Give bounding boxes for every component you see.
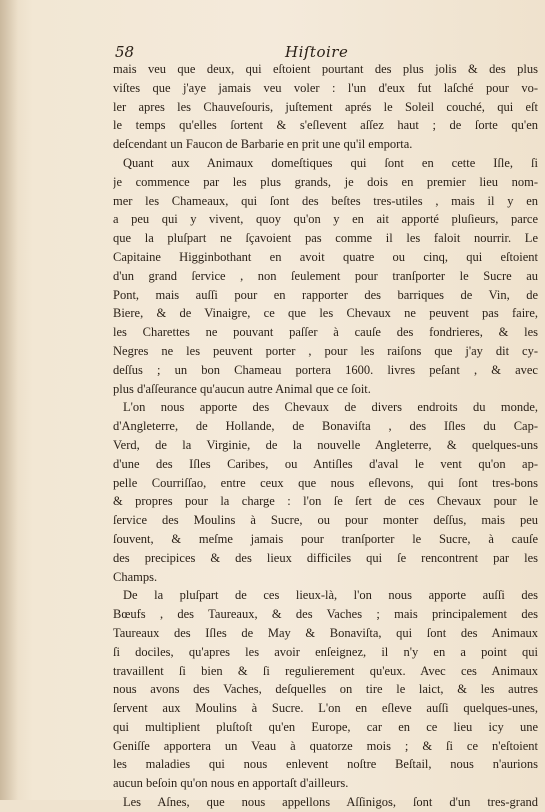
- body-text: [113, 60, 538, 812]
- text-line: ler apres les Chauveſouris, juſtement aprés le Soleil couché, qui eſt: [113, 99, 538, 114]
- text-line: les Charettes ne pouvant paſſer à cauſe des fondrieres, & les: [113, 325, 538, 340]
- page-gutter-shadow: [0, 0, 18, 800]
- text-line: Taureaux des Iſles de May & Bonaviſta, qui ſont des Animaux: [113, 625, 538, 640]
- text-line: que la pluſpart ne ſçavoient pas comme il les faloit nourrir. Le: [113, 231, 538, 246]
- text-line: deſſus ; un bon Chameau portera 1600. livres peſant , & avec: [113, 362, 538, 377]
- text-line: le temps qu'elles ſortent & s'eſlevent aſſez haut ; de ſorte qu'en: [113, 118, 538, 133]
- text-line: d'Angleterre, de Hollande, de Bonaviſta , des Iſles du Cap-: [113, 419, 538, 434]
- text-line: Geniſſe apportera un Veau à quatorze mois ; & ſi ce n'eſtoient: [113, 738, 538, 753]
- text-line: Les Aſnes, que nous appellons Aſſinigos, ſont d'un tres-grand: [123, 795, 538, 810]
- text-line: ſouvent, & meſme jamais pour tranſporter le Sucre, à cauſe: [113, 531, 538, 546]
- text-line: Champs.: [113, 569, 158, 584]
- text-line: ſervent aux Moulins à Sucre. L'on en eſleve auſſi quelques-unes,: [113, 701, 538, 716]
- text-line: Verd, de la Virginie, de la nouvelle Angleterre, & quelques-uns: [113, 437, 538, 452]
- text-line: & propres pour la charge : l'on ſe ſert de ces Chevaux pour le: [113, 494, 538, 509]
- text-line: les maladies qui nous enlevent noſtre Beſtail, nous n'aurions: [113, 757, 538, 772]
- text-line: ſervice des Moulins à Sucre, ou pour monter deſſus, mais peu: [113, 513, 538, 528]
- page-number: 58: [115, 43, 135, 61]
- text-line: mais veu que deux, qui eſtoient pourtant des plus jolis & des plus: [113, 62, 538, 76]
- text-line: nous avons des Vaches, deſquelles on tire le laict, & les autres: [113, 682, 538, 697]
- text-line: pelle Courriſſao, entre ceux que nous eſlevons, qui ſont tres-bons: [113, 475, 538, 490]
- text-line: a peu qui y vivent, quoy qu'on y en ait apporté pluſieurs, parce: [113, 212, 538, 227]
- text-line: plus d'aſſeurance qu'aucun autre Animal que ce ſoit.: [113, 381, 371, 396]
- text-line: Capitaine Higginbothant en avoit quatre ou cinq, qui eſtoient: [113, 249, 538, 264]
- text-line: Biere, & de Vinaigre, ce que les Chevaux ne peuvent pas faire,: [113, 306, 538, 321]
- text-line: d'une des Iſles Caribes, ou Antiſles d'aval le vent qu'on ap-: [113, 456, 538, 471]
- text-line: Pont, mais auſſi pour en rapporter des barriques de Vin, de: [113, 287, 538, 302]
- text-line: viſtes que j'aye jamais veu voler : l'un d'eux fut laſché pour vo-: [113, 80, 538, 95]
- running-title: Hiſtoire: [285, 43, 349, 61]
- text-line: ſi dociles, qu'apres les avoir enſeignez, il n'y en a point qui: [113, 644, 538, 659]
- text-line: deſcendant un Faucon de Barbarie en prit une qu'il emporta.: [113, 137, 413, 152]
- text-line: des precipices & des lieux difficiles qui ſe rencontrent par les: [113, 550, 538, 565]
- text-line: d'un grand ſervice , non ſeulement pour tranſporter le Sucre au: [113, 268, 538, 283]
- text-line: mer les Chameaux, qui ſont des beſtes tres-utiles , mais il y en: [113, 193, 538, 208]
- text-line: qui multiplient pluſtoſt qu'en Europe, car en ce lieu icy une: [113, 719, 538, 734]
- text-line: je commence par les plus grands, je dois en premier lieu nom-: [113, 174, 538, 189]
- text-line: Negres ne les peuvent porter , pour les raiſons que j'ay dit cy-: [113, 343, 538, 358]
- text-line: aucun beſoin qu'on nous en apportaſt d'ailleurs.: [113, 776, 349, 791]
- text-line: De la pluſpart de ces lieux-là, l'on nous apporte auſſi des: [123, 588, 538, 603]
- text-line: Quant aux Animaux domeſtiques qui ſont en cette Iſle, ſi: [123, 155, 538, 170]
- text-line: Bœufs , des Taureaux, & des Vaches ; mais principalement des: [113, 607, 538, 622]
- text-line: travaillent ſi bien & ſi regulierement qu'eux. Avec ces Animaux: [113, 663, 538, 678]
- text-line: L'on nous apporte des Chevaux de divers endroits du monde,: [123, 400, 538, 415]
